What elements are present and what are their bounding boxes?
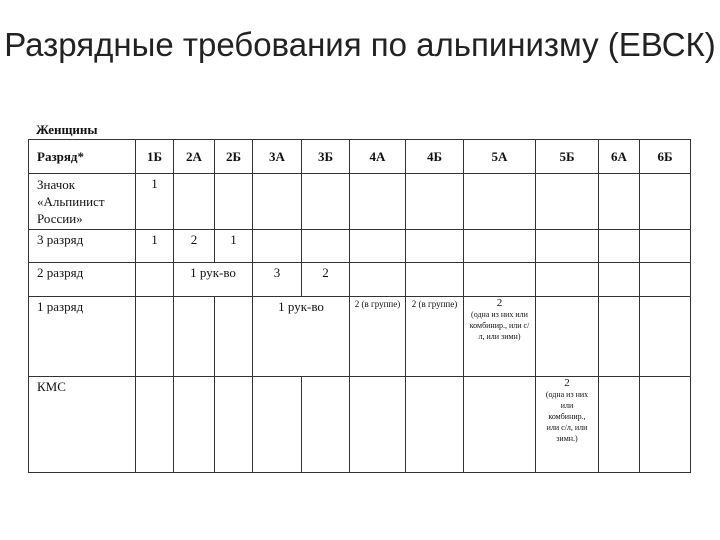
header-cell: 2Б <box>215 140 253 174</box>
row-label: 2 разряд <box>29 263 136 297</box>
table-row <box>29 377 691 473</box>
header-cell: 5Б <box>536 140 599 174</box>
table-row <box>29 263 691 297</box>
table-cell: 1 рук-во <box>253 297 350 377</box>
table-cell <box>536 377 599 473</box>
row-label: Значок «Альпинист России» <box>29 174 136 230</box>
table-cell: 2 (в группе) <box>406 297 464 377</box>
row-label: 3 разряд <box>29 230 136 263</box>
cell-note: (одна из них или комбинир., или с/л, или зимн.) <box>545 390 589 443</box>
cell-number: 2 <box>564 377 570 389</box>
table-row <box>29 174 691 230</box>
header-cell: 3Б <box>302 140 350 174</box>
table-cell: 2 <box>174 230 215 263</box>
row-label: КМС <box>29 377 136 473</box>
table-caption: Женщины <box>36 122 98 137</box>
table-cell: 3 <box>253 263 302 297</box>
table-cell: 1 <box>215 230 253 263</box>
cell-number: 2 <box>496 297 503 309</box>
table-cell <box>464 297 536 377</box>
requirements-table <box>28 139 691 473</box>
table-header-row <box>29 140 691 174</box>
row-label: 1 разряд <box>29 297 136 377</box>
header-cell: 1Б <box>136 140 174 174</box>
table-cell: 2 <box>302 263 350 297</box>
table-cell: 1 <box>136 230 174 263</box>
header-cell: Разряд* <box>29 140 136 174</box>
page-title: Разрядные требования по альпинизму (ЕВСК) <box>4 26 716 63</box>
table-row <box>29 297 691 377</box>
header-cell: 3А <box>253 140 302 174</box>
table-cell: 1 <box>136 174 174 230</box>
table-row <box>29 230 691 263</box>
cell-note: (одна из них или комбинир., или с/л, или зимн) <box>469 310 530 341</box>
header-cell: 2А <box>174 140 215 174</box>
header-cell: 6Б <box>640 140 691 174</box>
header-cell: 6А <box>599 140 640 174</box>
header-cell: 4Б <box>406 140 464 174</box>
table-cell: 1 рук-во <box>174 263 253 297</box>
header-cell: 4А <box>350 140 406 174</box>
table-cell: 2 (в группе) <box>350 297 406 377</box>
header-cell: 5А <box>464 140 536 174</box>
